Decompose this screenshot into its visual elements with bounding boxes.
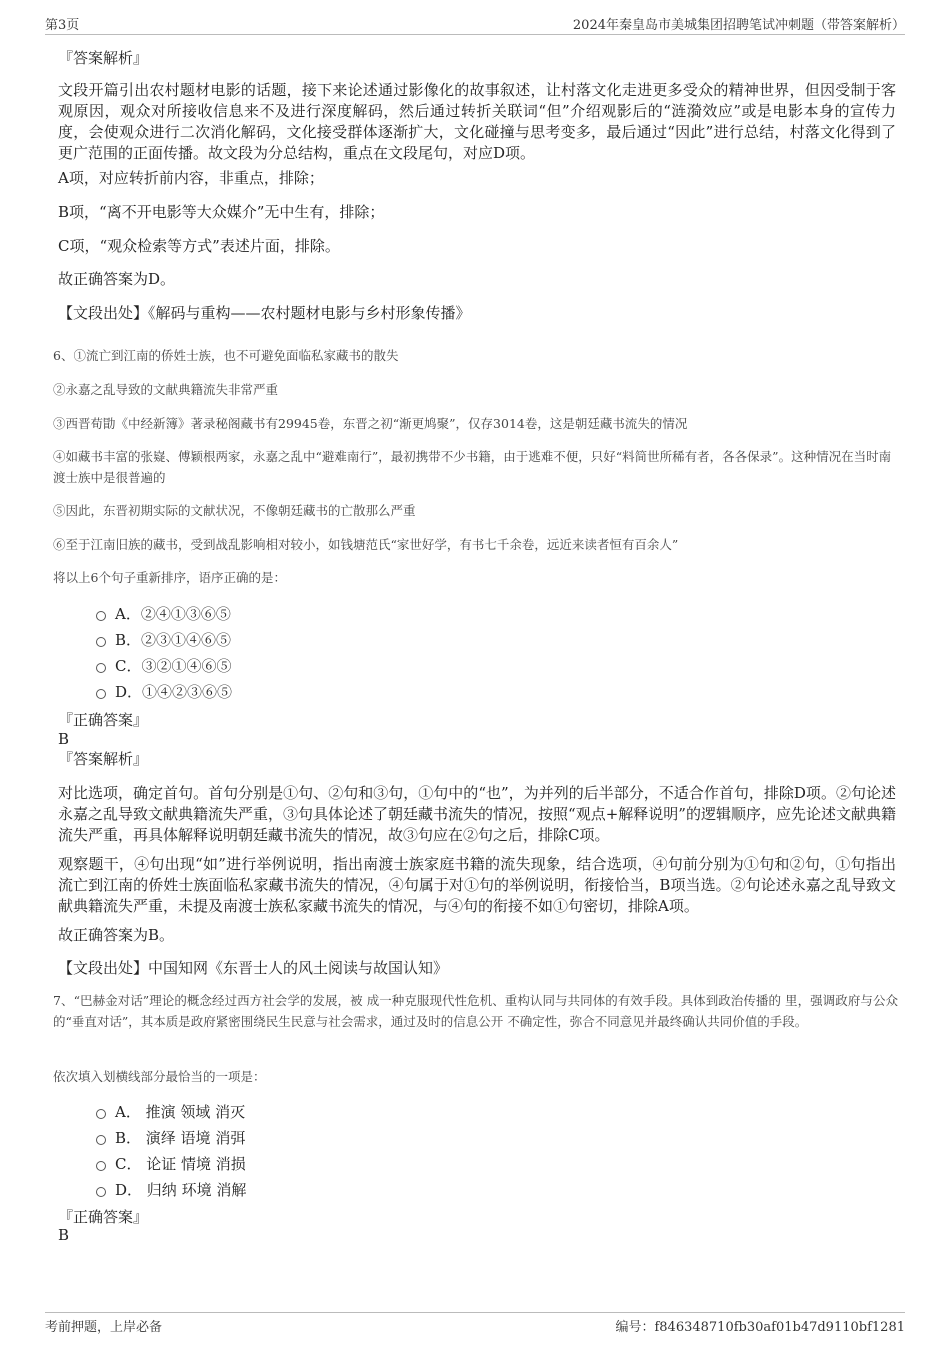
radio-icon[interactable] [96,1161,106,1171]
answer-conclusion: 故正确答案为D。 [58,270,176,288]
q6-sentence-4: ④如藏书丰富的张嶷、傅颖根两家，永嘉之乱中“避难南行”，最初携带不少书籍，由于逃难不便，只好“料简世所稀有者，各各保录”。这种情况在当时南渡士族中是很普遍的 [53,449,892,485]
q7-stem: 7、“巴赫金对话”理论的概念经过西方社会学的发展，被 成一种克服现代性危机、重构认同与共同体的有效手段。具体到政治传播的 里，强调政府与公众的“垂直对话”，其本质是政府紧密围绕民生民意与社会需求，通过及时的信息公开 不确定性，弥合不同意见并最终确认共同价值的手段。 [53,993,898,1029]
option-c-analysis: C项，“观众检索等方式”表述片面，排除。 [58,237,340,255]
option-b-analysis: B项，“离不开电影等大众媒介”无中生有，排除； [58,203,385,221]
radio-icon[interactable] [96,1135,106,1145]
q6-answer-value: B [58,730,70,748]
q6-analysis-paragraph-1: 对比选项，确定首句。首句分别是①句、②句和③句，①句中的“也”，为并列的后半部分，不适合作首句，排除D项。②句论述永嘉之乱导致文献典籍流失严重，③句具体论述了朝廷藏书流失的情况，按照“观点+解释说明”的逻辑顺序，应先论述文献典籍流失严重，再具体解释说明朝廷藏书流失的情况，故③句应在②句之后，排除C项。 [58,784,896,844]
q6-sentence-1: 6、①流亡到江南的侨姓士族，也不可避免面临私家藏书的散失 [53,348,399,363]
q6-sentence-2: ②永嘉之乱导致的文献典籍流失非常严重 [53,382,279,397]
radio-icon[interactable] [96,637,106,647]
analysis-text: 文段开篇引出农村题材电影的话题，接下来论述通过影像化的故事叙述，让村落文化走进更多受众的精神世界，但因受制于客观原因，观众对所接收信息来不及进行深度解码，然后通过转折关联词“但”介绍观影后的“涟漪效应”或是电影本身的宣传力度，会使观众进行二次消化解码，文化接受群体逐渐扩大，文化碰撞与思考变多，最后通过“因此”进行总结，村落文化得到了更广范围的正面传播。故文段为分总结构，重点在文段尾句，对应D项。 [58,81,896,162]
page-header [45,14,905,35]
q7-answer-heading: 『正确答案』 [58,1208,149,1226]
radio-icon[interactable] [96,663,106,673]
footer-slogan: 考前押题，上岸必备 [45,1320,163,1335]
q6-sentence-5: ⑤因此，东晋初期实际的文献状况，不像朝廷藏书的亡散那么严重 [53,503,416,518]
option-a-analysis: A项，对应转折前内容，非重点，排除； [58,169,324,187]
q6-option-d[interactable] [96,682,232,702]
q7-answer-value: B [58,1226,70,1244]
option-label: B．②③①④⑥⑤ [115,631,232,649]
q6-analysis-heading: 『答案解析』 [58,750,149,768]
q6-option-c[interactable] [96,656,231,676]
page-number: 第3页 [45,18,80,33]
q6-prompt: 将以上6个句子重新排序，语序正确的是： [53,570,286,585]
page-footer [45,1312,905,1333]
radio-icon[interactable] [96,689,106,699]
q7-option-b[interactable] [96,1128,245,1148]
q6-conclusion: 故正确答案为B。 [58,926,175,944]
option-label: A．②④①③⑥⑤ [115,605,231,623]
q6-sentence-6: ⑥至于江南旧族的藏书，受到战乱影响相对较小，如钱塘范氏“家世好学，有书七千余卷，远近来读者恒有百余人” [53,537,679,552]
document-title: 2024年秦皇岛市美城集团招聘笔试冲刺题（带答案解析） [572,18,905,33]
q6-option-b[interactable] [96,630,231,650]
option-label: D． 归纳 环境 消解 [115,1181,247,1199]
q6-source-citation: 【文段出处】中国知网《东晋士人的风土阅读与故国认知》 [58,959,449,977]
q7-option-c[interactable] [96,1154,246,1174]
q6-analysis-paragraph-2: 观察题干，④句出现“如”进行举例说明，指出南渡士族家庭书籍的流失现象，结合选项，④句前分别为①句和②句，①句指出流亡到江南的侨姓士族面临私家藏书流失的情况，④句属于对①句的举例说明，衔接恰当，B项当选。②句论述永嘉之乱导致文献典籍流失严重，未提及南渡士族私家藏书流失的情况，与④句的衔接不如①句密切，排除A项。 [58,855,896,915]
q6-answer-heading: 『正确答案』 [58,711,149,729]
option-label: C．③②①④⑥⑤ [115,657,232,675]
radio-icon[interactable] [96,611,106,621]
q7-prompt: 依次填入划横线部分最恰当的一项是： [53,1069,266,1084]
q7-option-d[interactable] [96,1180,246,1200]
option-label: B． 演绎 语境 消弭 [115,1129,246,1147]
option-label: C． 论证 情境 消损 [115,1155,246,1173]
option-label: D．①④②③⑥⑤ [115,683,233,701]
q6-sentence-3: ③西晋荀勖《中经新簿》著录秘阁藏书有29945卷，东晋之初“渐更鸠聚”，仅存3014卷，这是朝廷藏书流失的情况 [53,416,688,431]
radio-icon[interactable] [96,1109,106,1119]
q6-option-a[interactable] [96,604,231,624]
option-label: A． 推演 领域 消灭 [115,1103,246,1121]
q7-option-a[interactable] [96,1102,245,1122]
analysis-heading: 『答案解析』 [58,49,149,67]
radio-icon[interactable] [96,1187,106,1197]
document-code: 编号：f846348710fb30af01b47d9110bf1281 [615,1320,905,1335]
source-citation: 【文段出处】《解码与重构——农村题材电影与乡村形象传播》 [58,304,471,322]
